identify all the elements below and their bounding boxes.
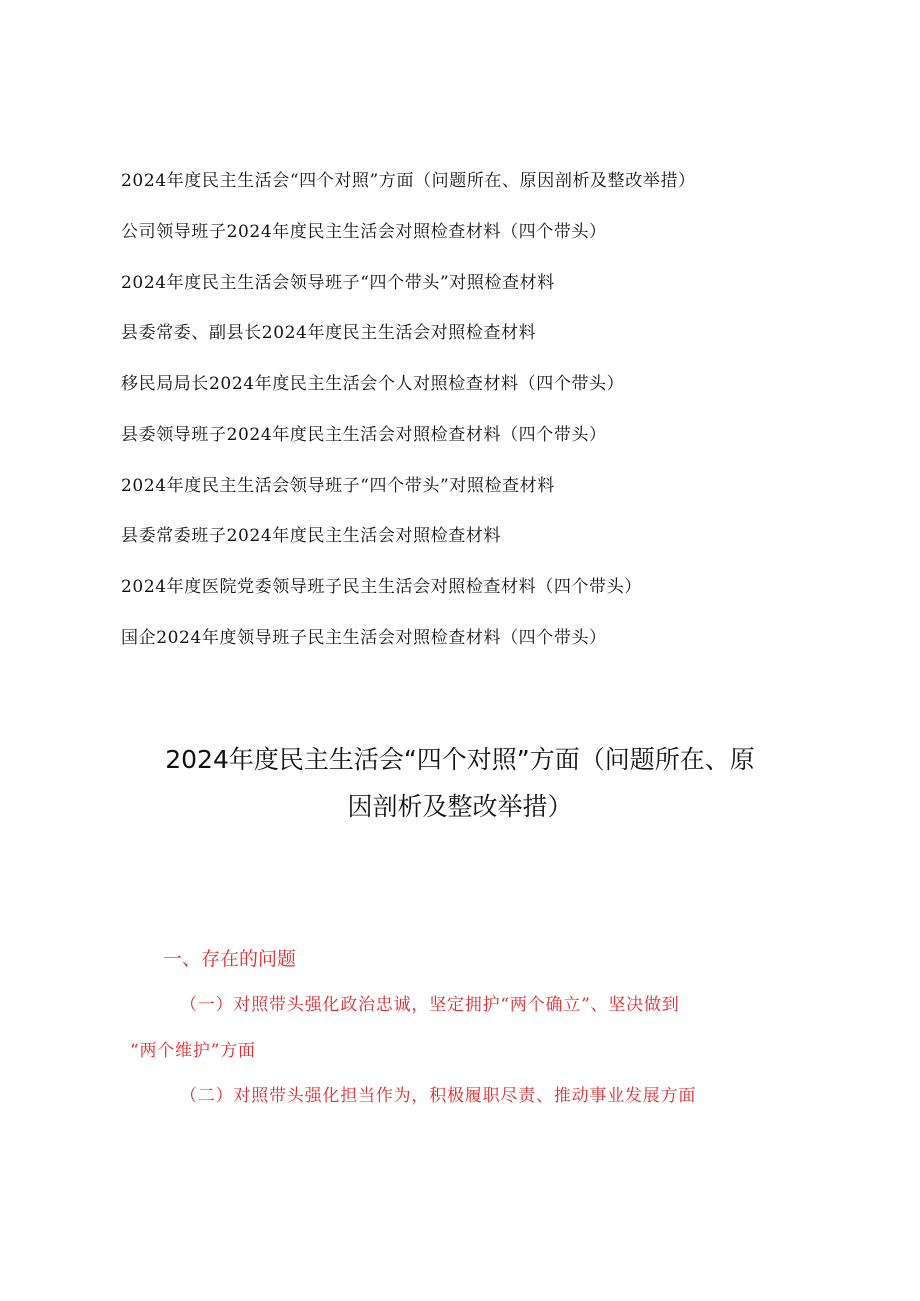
document-title-line-1: 2024年度民主生活会“四个对照”方面（问题所在、原 [165, 745, 755, 774]
subsection-2: （二）对照带头强化担当作为，积极履职尽责、推动事业发展方面 [180, 1086, 697, 1106]
toc-item[interactable]: 县委常委、副县长2024年度民主生活会对照检查材料 [121, 323, 537, 343]
toc-item[interactable]: 县委领导班子2024年度民主生活会对照检查材料（四个带头） [121, 425, 607, 445]
subsection-1-line-1: （一）对照带头强化政治忠诚，坚定拥护“两个确立”、坚决做到 [180, 995, 680, 1015]
toc-item[interactable]: 2024年度民主生活会领导班子“四个带头”对照检查材料 [121, 476, 555, 496]
toc-item[interactable]: 公司领导班子2024年度民主生活会对照检查材料（四个带头） [121, 222, 607, 242]
toc-item[interactable]: 移民局局长2024年度民主生活会个人对照检查材料（四个带头） [121, 374, 625, 394]
document-title [120, 736, 800, 830]
toc-item[interactable]: 县委常委班子2024年度民主生活会对照检查材料 [121, 526, 502, 546]
subsection-1-line-2: “两个维护”方面 [130, 1041, 256, 1061]
toc-item[interactable]: 2024年度医院党委领导班子民主生活会对照检查材料（四个带头） [121, 577, 642, 597]
toc-item[interactable]: 2024年度民主生活会“四个对照”方面（问题所在、原因剖析及整改举措） [121, 171, 696, 191]
toc-item[interactable]: 国企2024年度领导班子民主生活会对照检查材料（四个带头） [121, 628, 607, 648]
toc-item[interactable]: 2024年度民主生活会领导班子“四个带头”对照检查材料 [121, 273, 555, 293]
document-title-line-2: 因剖析及整改举措） [347, 792, 573, 821]
section-heading: 一、存在的问题 [163, 948, 297, 970]
